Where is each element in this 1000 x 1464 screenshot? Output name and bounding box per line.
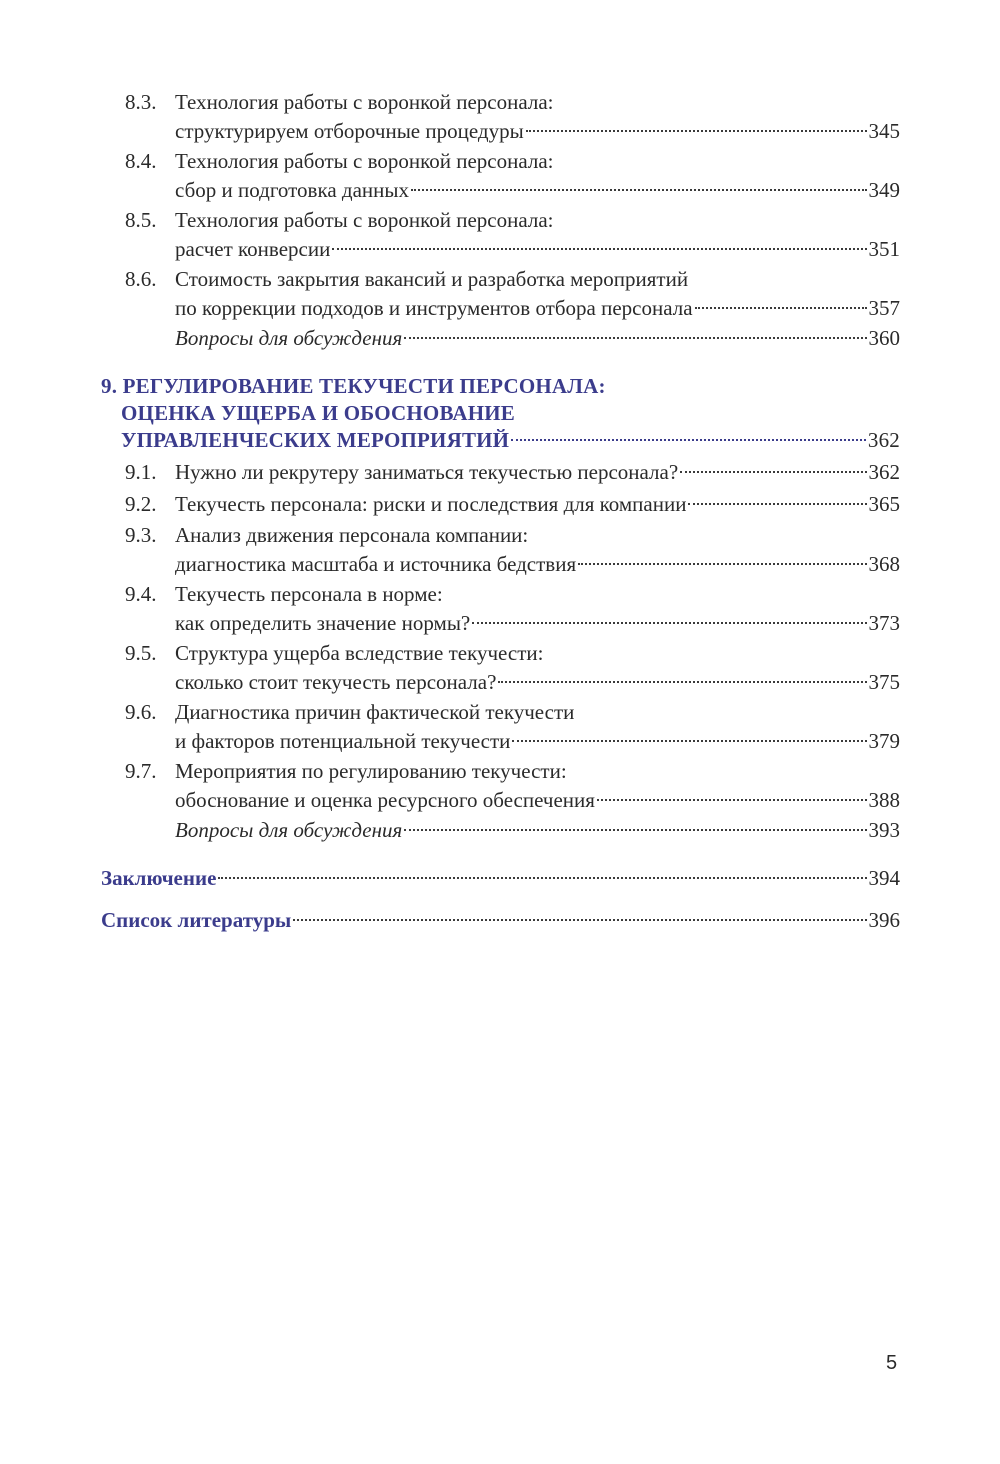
toc-entry-title-line2: сбор и подготовка данных bbox=[175, 178, 409, 202]
chapter-title-line1: 9. РЕГУЛИРОВАНИЕ ТЕКУЧЕСТИ ПЕРСОНАЛА: bbox=[101, 374, 606, 398]
toc-entry-title-line1: Технология работы с воронкой персонала: bbox=[175, 90, 554, 114]
toc-page-number: 388 bbox=[868, 788, 900, 812]
toc-entry-title-line2: расчет конверсии bbox=[175, 237, 331, 261]
toc-entry-title-line1: Диагностика причин фактической текучести bbox=[175, 700, 575, 724]
toc-leader-dots bbox=[512, 740, 866, 742]
toc-leader-dots bbox=[597, 799, 867, 801]
toc-entry-title: Текучесть персонала: риски и последствия для компании bbox=[175, 492, 687, 516]
toc-entry-number: 9.2. bbox=[125, 492, 157, 516]
toc-page-number: 373 bbox=[868, 611, 900, 635]
toc-page-number: 396 bbox=[868, 908, 900, 932]
toc-page-number: 362 bbox=[868, 460, 900, 484]
toc-entry-title-line1: Технология работы с воронкой персонала: bbox=[175, 208, 554, 232]
toc-page-number: 345 bbox=[868, 119, 900, 143]
toc-leader-dots bbox=[498, 681, 866, 683]
toc-leader-dots bbox=[404, 337, 866, 339]
toc-page-number: 368 bbox=[868, 552, 900, 576]
toc-entry-title-line2: как определить значение нормы? bbox=[175, 611, 471, 635]
toc-leader-dots bbox=[578, 563, 866, 565]
toc-entry-title-line2: сколько стоит текучесть персонала? bbox=[175, 670, 497, 694]
toc-entry-title: Список литературы bbox=[101, 908, 292, 932]
toc-page-number: 375 bbox=[868, 670, 900, 694]
toc-page-number: 357 bbox=[868, 296, 900, 320]
toc-entry-number: 9.1. bbox=[125, 460, 157, 484]
toc-page-number: 360 bbox=[868, 326, 900, 350]
toc-entry-title-line2: диагностика масштаба и источника бедствия bbox=[175, 552, 577, 576]
toc-entry-number: 9.3. bbox=[125, 523, 157, 547]
toc-entry-number: 9.4. bbox=[125, 582, 157, 606]
toc-page-number: 351 bbox=[868, 237, 900, 261]
toc-entry-title-line1: Анализ движения персонала компании: bbox=[175, 523, 529, 547]
toc-entry-title-line2: обоснование и оценка ресурсного обеспечения bbox=[175, 788, 595, 812]
toc-leader-dots bbox=[680, 471, 866, 473]
toc-leader-dots bbox=[293, 919, 866, 921]
chapter-title-line3: УПРАВЛЕНЧЕСКИХ МЕРОПРИЯТИЙ bbox=[121, 428, 510, 452]
toc-page-number: 349 bbox=[868, 178, 900, 202]
toc-entry-number: 8.3. bbox=[125, 90, 157, 114]
toc-entry-number: 9.7. bbox=[125, 759, 157, 783]
toc-leader-dots bbox=[511, 439, 866, 441]
toc-page-number: 393 bbox=[868, 818, 900, 842]
toc-entry-number: 9.5. bbox=[125, 641, 157, 665]
toc-entry-title: Вопросы для обсуждения bbox=[175, 326, 403, 350]
toc-entry-number: 8.5. bbox=[125, 208, 157, 232]
toc-page-number: 394 bbox=[868, 866, 900, 890]
toc-entry-title-line1: Технология работы с воронкой персонала: bbox=[175, 149, 554, 173]
toc-entry-title-line1: Мероприятия по регулированию текучести: bbox=[175, 759, 567, 783]
toc-leader-dots bbox=[404, 829, 866, 831]
toc-entry-title: Нужно ли рекрутеру заниматься текучестью персонала? bbox=[175, 460, 679, 484]
toc-leader-dots bbox=[332, 248, 866, 250]
toc-leader-dots bbox=[688, 503, 866, 505]
toc-page-number: 365 bbox=[868, 492, 900, 516]
page-number: 5 bbox=[886, 1352, 898, 1374]
toc-leader-dots bbox=[218, 877, 866, 879]
toc-entry-title: Заключение bbox=[101, 866, 217, 890]
toc-leader-dots bbox=[695, 307, 867, 309]
toc-page-number: 362 bbox=[867, 428, 900, 452]
toc-entry-number: 8.6. bbox=[125, 267, 157, 291]
toc-entry-title-line2: по коррекции подходов и инструментов отбора персонала bbox=[175, 296, 693, 320]
toc-entry-title-line2: и факторов потенциальной текучести bbox=[175, 729, 511, 753]
toc-page-number: 379 bbox=[868, 729, 900, 753]
toc-entry-number: 9.6. bbox=[125, 700, 157, 724]
toc-leader-dots bbox=[472, 622, 866, 624]
toc-entry-number: 8.4. bbox=[125, 149, 157, 173]
toc-entry-title-line1: Стоимость закрытия вакансий и разработка мероприятий bbox=[175, 267, 689, 291]
toc-entry-title-line1: Текучесть персонала в норме: bbox=[175, 582, 443, 606]
toc-leader-dots bbox=[411, 189, 867, 191]
toc-entry-title-line2: структурируем отборочные процедуры bbox=[175, 119, 524, 143]
chapter-title-line2: ОЦЕНКА УЩЕРБА И ОБОСНОВАНИЕ bbox=[121, 401, 515, 425]
toc-entry-title: Вопросы для обсуждения bbox=[175, 818, 403, 842]
toc-leader-dots bbox=[526, 130, 867, 132]
toc-entry-title-line1: Структура ущерба вследствие текучести: bbox=[175, 641, 544, 665]
